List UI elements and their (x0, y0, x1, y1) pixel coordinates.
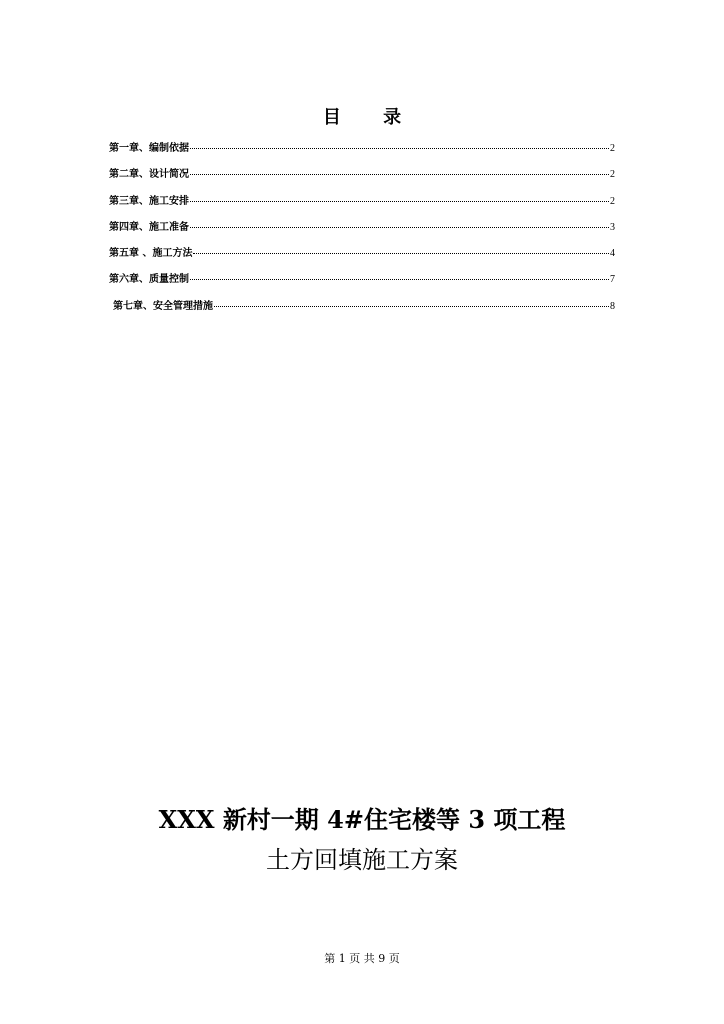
toc-item-label: 第四章、施工准备 (109, 221, 189, 233)
toc-leader-dots (190, 174, 609, 175)
toc-item-label: 第五章 、施工方法 (109, 248, 193, 260)
toc-item-label: 第七章、安全管理措施 (113, 300, 213, 312)
toc-item-page: 7 (610, 274, 615, 286)
toc-leader-dots (190, 201, 609, 202)
toc-leader-dots (214, 306, 609, 307)
toc-item[interactable] (109, 247, 615, 273)
toc-item-label: 第六章、质量控制 (109, 274, 189, 286)
toc-item-page: 4 (610, 248, 615, 260)
document-title (0, 800, 724, 880)
toc-item[interactable] (109, 273, 615, 299)
toc-leader-dots (193, 253, 609, 254)
toc-item[interactable] (109, 195, 615, 221)
page-footer: 第 1 页 共 9 页 (324, 952, 400, 965)
toc-item-page: 2 (610, 143, 615, 154)
toc-item-page: 8 (610, 300, 615, 312)
toc-leader-dots (190, 227, 609, 228)
document-title-line1: XXX 新村一期 4#住宅楼等 3 项工程 (158, 805, 566, 834)
toc-list (109, 142, 615, 326)
toc-item-label: 第三章、施工安排 (109, 195, 189, 207)
toc-item-label: 第一章、编制依据 (109, 143, 189, 154)
document-title-line2: 土方回填施工方案 (266, 846, 458, 874)
toc-item-page: 3 (610, 221, 615, 233)
toc-item[interactable] (109, 142, 615, 168)
toc-leader-dots (190, 279, 609, 280)
toc-leader-dots (190, 148, 609, 149)
toc-item-page: 2 (610, 195, 615, 207)
toc-title: 目 录 (322, 107, 420, 128)
toc-item[interactable] (109, 168, 615, 194)
toc-item-page: 2 (610, 169, 615, 181)
toc-item[interactable] (109, 221, 615, 247)
toc-item[interactable] (109, 300, 615, 326)
toc-item-label: 第二章、设计简况 (109, 169, 189, 181)
